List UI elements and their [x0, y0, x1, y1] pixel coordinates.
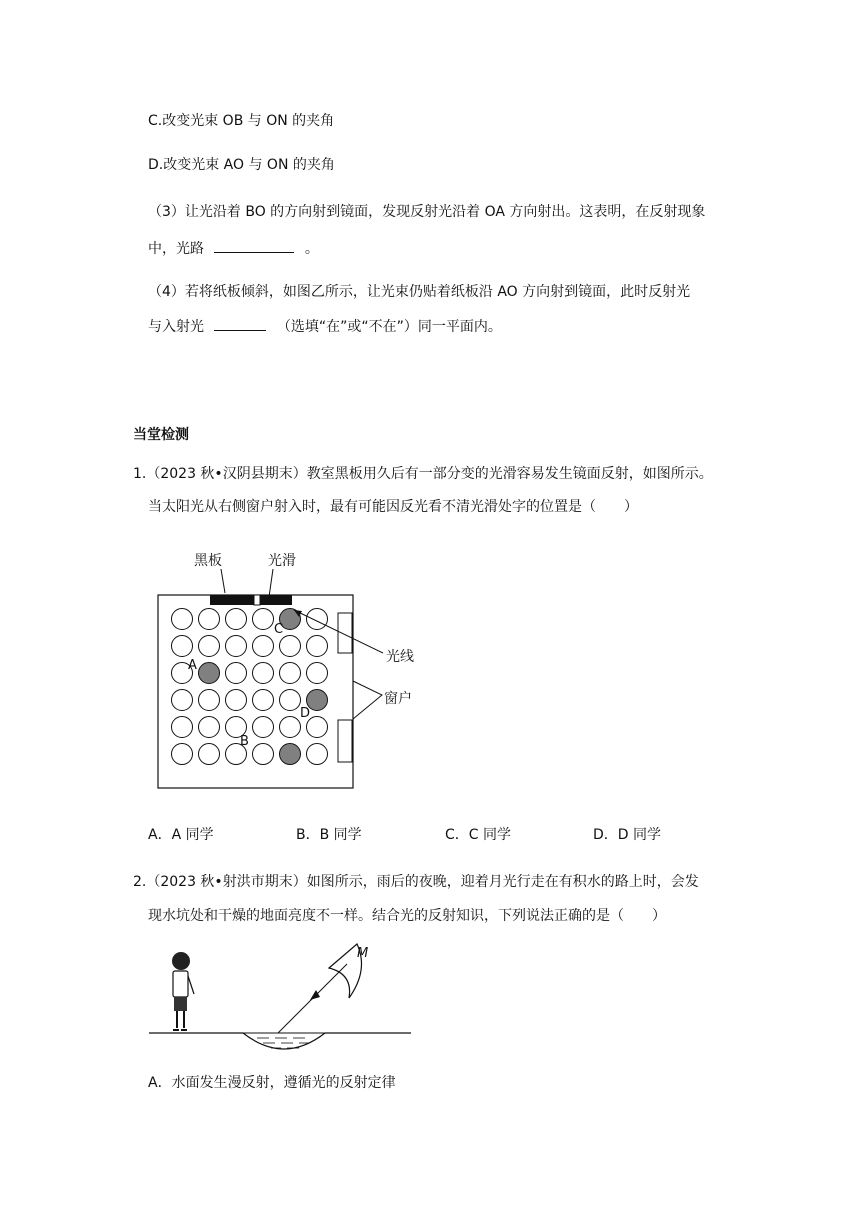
blackboard-pointer: [221, 569, 225, 593]
q2-line2: 现水坑处和干燥的地面亮度不一样。结合光的反射知识，下列说法正确的是（ ）: [148, 908, 666, 924]
smooth-label: 光滑: [268, 553, 296, 569]
blackboard-left: [210, 595, 254, 605]
seat: [172, 609, 193, 630]
q1-option-c[interactable]: C．C 同学: [445, 827, 512, 843]
q4-line2: [148, 316, 502, 337]
seat: [307, 636, 328, 657]
seat-label-b: B: [240, 734, 249, 749]
q4-line1: （4）若将纸板倾斜，如图乙所示，让光束仍贴着纸板沿 AO 方向射到镜面，此时反射光: [148, 284, 691, 300]
seat: [253, 636, 274, 657]
q1-option-d[interactable]: D．D 同学: [593, 827, 662, 843]
seat: [280, 717, 301, 738]
seat: [199, 609, 220, 630]
seat: [226, 663, 247, 684]
moonlight-arrowhead: [310, 990, 320, 1000]
blackboard-right: [260, 595, 292, 605]
seat: [172, 636, 193, 657]
seat: [172, 717, 193, 738]
seat: [226, 690, 247, 711]
seat-highlighted: [199, 663, 220, 684]
smooth-pointer: [269, 569, 273, 597]
q3-answer-blank[interactable]: [214, 238, 294, 253]
seat: [280, 690, 301, 711]
q1-option-b[interactable]: B．B 同学: [296, 827, 362, 843]
seat: [199, 744, 220, 765]
seat: [226, 609, 247, 630]
window-bottom: [338, 720, 352, 762]
q4-answer-blank[interactable]: [214, 316, 266, 331]
seat: [307, 609, 328, 630]
seat: [253, 609, 274, 630]
section-title: 当堂检测: [133, 427, 189, 443]
q1-option-a[interactable]: A．A 同学: [148, 827, 214, 843]
seat: [172, 690, 193, 711]
q1-line2: 当太阳光从右侧窗户射入时，最有可能因反光看不清光滑处字的位置是（ ）: [148, 499, 638, 515]
q3-line1: （3）让光沿着 BO 的方向射到镜面，发现反射光沿着 OA 方向射出。这表明，在反射现象: [148, 204, 706, 220]
puddle: [243, 1033, 325, 1049]
seat: [307, 663, 328, 684]
q1-line1: 1.（2023 秋•汉阴县期末）教室黑板用久后有一部分变的光滑容易发生镜面反射，如图所示。: [133, 466, 713, 482]
seat: [199, 636, 220, 657]
q3-line2-suffix: 。: [304, 241, 319, 257]
q4-line2-suffix: （选填“在”或“不在”）同一平面内。: [276, 319, 502, 335]
window-label: 窗户: [384, 691, 412, 707]
q3-line2-prefix: 中，光路: [148, 241, 204, 257]
seat: [307, 744, 328, 765]
window-top: [338, 613, 352, 653]
seat: [253, 744, 274, 765]
q2-line1: 2.（2023 秋•射洪市期末）如图所示，雨后的夜晚，迎着月光行走在有积水的路上时，会发: [133, 874, 699, 890]
seat: [280, 663, 301, 684]
seat: [226, 636, 247, 657]
seat: [253, 717, 274, 738]
seat: [253, 690, 274, 711]
q2-option-a[interactable]: A．水面发生漫反射，遵循光的反射定律: [148, 1075, 396, 1091]
q3-line2: [148, 238, 319, 259]
seat-label-d: D: [300, 706, 311, 721]
q4-line2-prefix: 与入射光: [148, 319, 204, 335]
seat-highlighted: [280, 744, 301, 765]
window-pointer: [353, 681, 382, 719]
seat-label-a: A: [188, 658, 197, 673]
option-d-text: D.改变光束 AO 与 ON 的夹角: [148, 157, 335, 173]
seat: [280, 636, 301, 657]
blackboard-label: 黑板: [194, 553, 222, 569]
seat: [199, 717, 220, 738]
moonlight-puddle-figure: [145, 942, 415, 1062]
seat: [199, 690, 220, 711]
person-figure: [172, 952, 194, 1030]
seat-label-c: C: [274, 622, 284, 637]
light-label: 光线: [386, 649, 414, 665]
blackboard-smooth-area: [254, 595, 260, 605]
seat: [172, 744, 193, 765]
seat: [253, 663, 274, 684]
classroom-figure: [150, 545, 440, 795]
option-c-text: C.改变光束 OB 与 ON 的夹角: [148, 113, 335, 129]
moon-label: M: [357, 946, 369, 961]
